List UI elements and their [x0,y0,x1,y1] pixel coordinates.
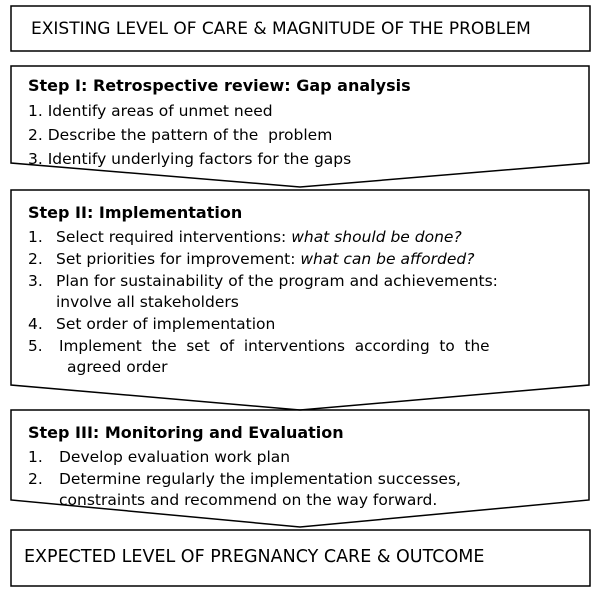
step2-title: Step II: Implementation [28,203,243,222]
step2-item-3-text: Plan for sustainability of the program and achievements: [56,272,498,290]
step2-item-2 [28,249,474,269]
step3-item-1-text: Develop evaluation work plan [59,448,291,466]
step2-item-5 [28,336,490,356]
step2-item-2-emphasis: what can be afforded? [300,250,475,268]
step2-item-5-text: Implement the set of interventions according to the [59,337,490,355]
step2-item-4 [28,314,275,334]
step1-item-1-text: Identify areas of unmet need [47,102,273,120]
step1-item-1 [28,101,273,121]
step3-item-1-num: 1. [28,448,43,466]
top-box-text: EXISTING LEVEL OF CARE & MAGNITUDE OF THE PROBLEM [31,19,531,39]
step2-item-1-text: Select required interventions: [56,228,292,246]
step2-item-2-text: Set priorities for improvement: [56,250,301,268]
step3-title: Step III: Monitoring and Evaluation [28,423,344,442]
step3-item-2-continued: constraints and recommend on the way forward. [59,491,438,509]
step1-item-3 [28,149,351,169]
step2-item-4-text: Set order of implementation [56,315,276,333]
step2-item-5-continued: agreed order [67,358,168,376]
step1-item-1-num: 1. [28,102,43,120]
step2-item-1 [28,227,462,247]
step1-item-3-num: 3. [28,150,43,168]
step3-item-2-text: Determine regularly the implementation successes, [59,470,461,488]
step2-item-4-num: 4. [28,315,43,333]
step2-item-3-num: 3. [28,272,43,290]
step2-item-3-continued: involve all stakeholders [56,293,239,311]
step1-item-2 [28,125,332,145]
step3-item-1 [28,447,290,467]
step3-item-2 [28,469,461,489]
step1-item-2-num: 2. [28,126,43,144]
step2-item-1-emphasis: what should be done? [291,228,462,246]
step1-item-2-text: Describe the pattern of the problem [47,126,333,144]
step2-item-5-num: 5. [28,337,43,355]
step3-item-2-num: 2. [28,470,43,488]
step1-item-3-text: Identify underlying factors for the gaps [47,150,352,168]
bottom-box-text: EXPECTED LEVEL OF PREGNANCY CARE & OUTCOME [24,547,485,567]
step2-item-2-num: 2. [28,250,43,268]
step2-item-1-num: 1. [28,228,43,246]
step2-item-3 [28,271,498,291]
step1-title: Step I: Retrospective review: Gap analysis [28,76,411,95]
